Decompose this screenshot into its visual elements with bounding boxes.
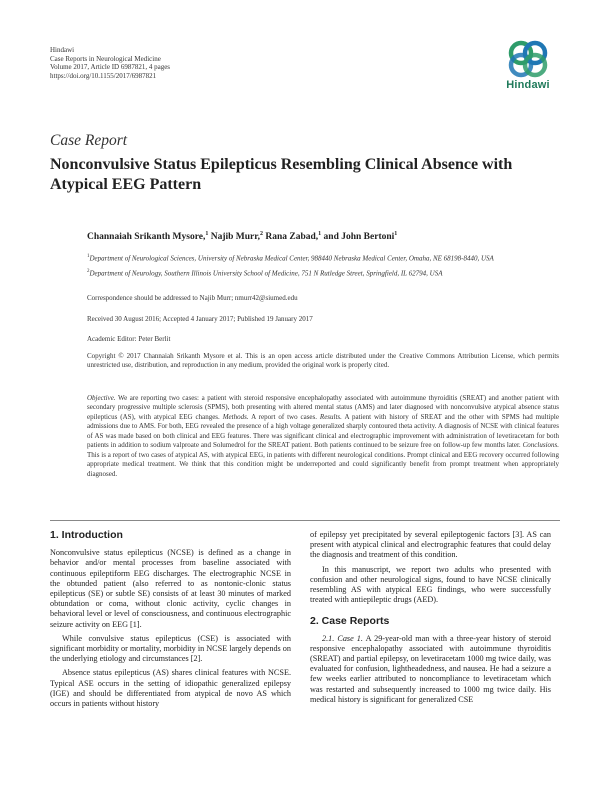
section-heading-introduction: 1. Introduction xyxy=(50,529,123,541)
abstract-results-label: Results. xyxy=(319,412,342,421)
affiliation xyxy=(87,267,557,279)
article-title: Nonconvulsive Status Epilepticus Resembling Clinical Absence with Atypical EEG Pattern xyxy=(50,156,513,193)
affiliation xyxy=(87,252,557,264)
article-type: Case Report xyxy=(50,132,128,149)
case-1-text: A 29-year-old man with a three-year history of steroid responsive encephalopathy associated with autoimmune thyroiditis (SREAT) and partial epilepsy, on levetiracetam 1000 mg twice daily, was evaluated for confusion, lightheadedness, and nausea. He had a seizure a few weeks earlier attributed to noncompliance to levetiracetam which was restarted and subsequently increased to 1000 mg twice daily. His medical history is significant for generalized CSE xyxy=(310,633,551,704)
journal-name: Case Reports in Neurological Medicine xyxy=(50,54,161,63)
author-name[interactable]: and John Bertoni xyxy=(323,232,395,243)
affiliation-mark: 1 xyxy=(87,254,90,259)
abstract-objective-label: Objective. xyxy=(87,394,116,402)
publication-dates: Received 30 August 2016; Accepted 4 January 2017; Published 19 January 2017 xyxy=(87,315,313,323)
intro-paragraph-4: of epilepsy yet precipitated by several epileptogenic factors [3]. AS can present with atypical clinical and electrographic features that could delay the diagnosis and treatment of this condition. xyxy=(310,530,551,560)
case-1-paragraph xyxy=(310,634,551,705)
intro-paragraph-5: In this manuscript, we report two adults who presented with confusion and other neurological signs, found to have NCSE clinically resembling AS with atypical EEG findings, who were successfully treated with antiepileptic drugs (AED). xyxy=(310,564,551,605)
journal-volume: Volume 2017, Article ID 6987821, 4 pages xyxy=(50,63,171,72)
affiliation-mark: 2 xyxy=(87,268,90,274)
intro-paragraph-3: Absence status epilepticus (AS) shares clinical features with NCSE. Typical ASE occurs in the setting of idiopathic generalized epilepsy (IGE) and should be differentiated from atypical de novo AS which occurs in patients without history xyxy=(50,668,291,709)
author-name[interactable]: Najib Murr, xyxy=(210,232,260,243)
hindawi-logo-icon xyxy=(506,40,550,78)
abstract-methods: A report of two cases. xyxy=(248,412,320,421)
academic-editor: Academic Editor: Peter Berlit xyxy=(87,335,171,343)
author-name[interactable]: Channaiah Srikanth Mysore, xyxy=(87,232,206,243)
journal-info xyxy=(50,46,170,80)
section-divider xyxy=(50,520,560,521)
abstract xyxy=(87,394,559,479)
copyright-notice: Copyright © 2017 Channaiah Srikanth Mysore et al. This is an open access article distributed under the Creative Commons Attribution License, which permits unrestricted use, distribution, and reproduction in any medium, provided the original work is properly cited. xyxy=(87,352,559,370)
intro-paragraph-2: While convulsive status epilepticus (CSE) is associated with significant morbidity or mortality, morbidity in NCSE largely depends on the underlying etiology and circumstances [2]. xyxy=(50,633,291,664)
logo-text: Hindawi xyxy=(506,79,550,91)
affiliations xyxy=(87,252,557,282)
left-column xyxy=(50,530,291,713)
author-name[interactable]: Rana Zabad, xyxy=(265,232,319,243)
author-affiliation-mark: 2 xyxy=(259,231,263,237)
intro-paragraph-1: Nonconvulsive status epilepticus (NCSE) is defined as a change in behavior and/or mental processes from baseline associated with continuous epileptiform EEG discharges. The electrographic NCSE in the obtunded patient (also referred to as nontonic-clonic status epilepticus (SE) or subtle SE) consists of at least 30 minutes of marked obtundation or coma, without clonic activity, cyclic changes in behavioral level or level of consciousness, and continuous electrographic seizure activity on EEG [1]. xyxy=(50,548,291,629)
author-affiliation-mark: 1 xyxy=(205,231,209,237)
affiliation-text: Department of Neurological Sciences, University of Nebraska Medical Center, 988440 Nebraska Medical Center, Omaha, NE 68198-8440, USA xyxy=(89,254,494,263)
correspondence: Correspondence should be addressed to Najib Murr; nmurr42@siumed.edu xyxy=(87,294,298,302)
abstract-objective: We are reporting two cases: a patient with steroid responsive encephalopathy associated with autoimmune thyroiditis (SREAT) and another patient with secondary progressive multiple sclerosis (SPMS), both presenting with altered mental status (AMS) and later diagnosed with nonconvulsive atypical absence status epilepticus (AS), with atypical EEG changes. xyxy=(87,394,559,421)
case-1-label: 2.1. Case 1. xyxy=(322,633,363,643)
affiliation-text: Department of Neurology, Southern Illinois University School of Medicine, 751 N Rutledge Street, Springfield, IL 62794, USA xyxy=(89,269,443,278)
abstract-methods-label: Methods. xyxy=(222,412,249,421)
author-affiliation-mark: 1 xyxy=(318,231,322,237)
section-heading-case-reports: 2. Case Reports xyxy=(310,615,390,628)
abstract-conclusions-label: Conclusions. xyxy=(522,441,559,450)
journal-doi[interactable]: https://doi.org/10.1155/2017/6987821 xyxy=(50,71,157,80)
publisher-logo xyxy=(496,40,560,91)
journal-publisher: Hindawi xyxy=(50,46,75,54)
right-column xyxy=(310,530,551,709)
abstract-results: A patient with history of SREAT and the other with SPMS had multiple admissions due to AMS. For both, EEG revealed the presence of a high voltage generalized sharply contoured theta activity. A diagnosis of NCSE with clinical features of AS was made based on both clinical and EEG features. There was significant clinical and electrographic improvement with administration of levetiracetam for both patients in addition to sodium valproate and Solumedrol for the SREAT patient. Both patients continued to be seizure free on follow-up few months later. xyxy=(87,412,559,450)
author-affiliation-mark: 1 xyxy=(394,231,398,237)
abstract-conclusions: This is a report of two cases of atypical AS, with atypical EEG, in patients with different neurological conditions. Prompt clinical and EEG recovery occurred following appropriate medical treatment. We think that this condition might be underreported and could significantly benefit from prompt treatment when appropriately diagnosed. xyxy=(87,450,559,478)
author-list xyxy=(87,231,397,242)
